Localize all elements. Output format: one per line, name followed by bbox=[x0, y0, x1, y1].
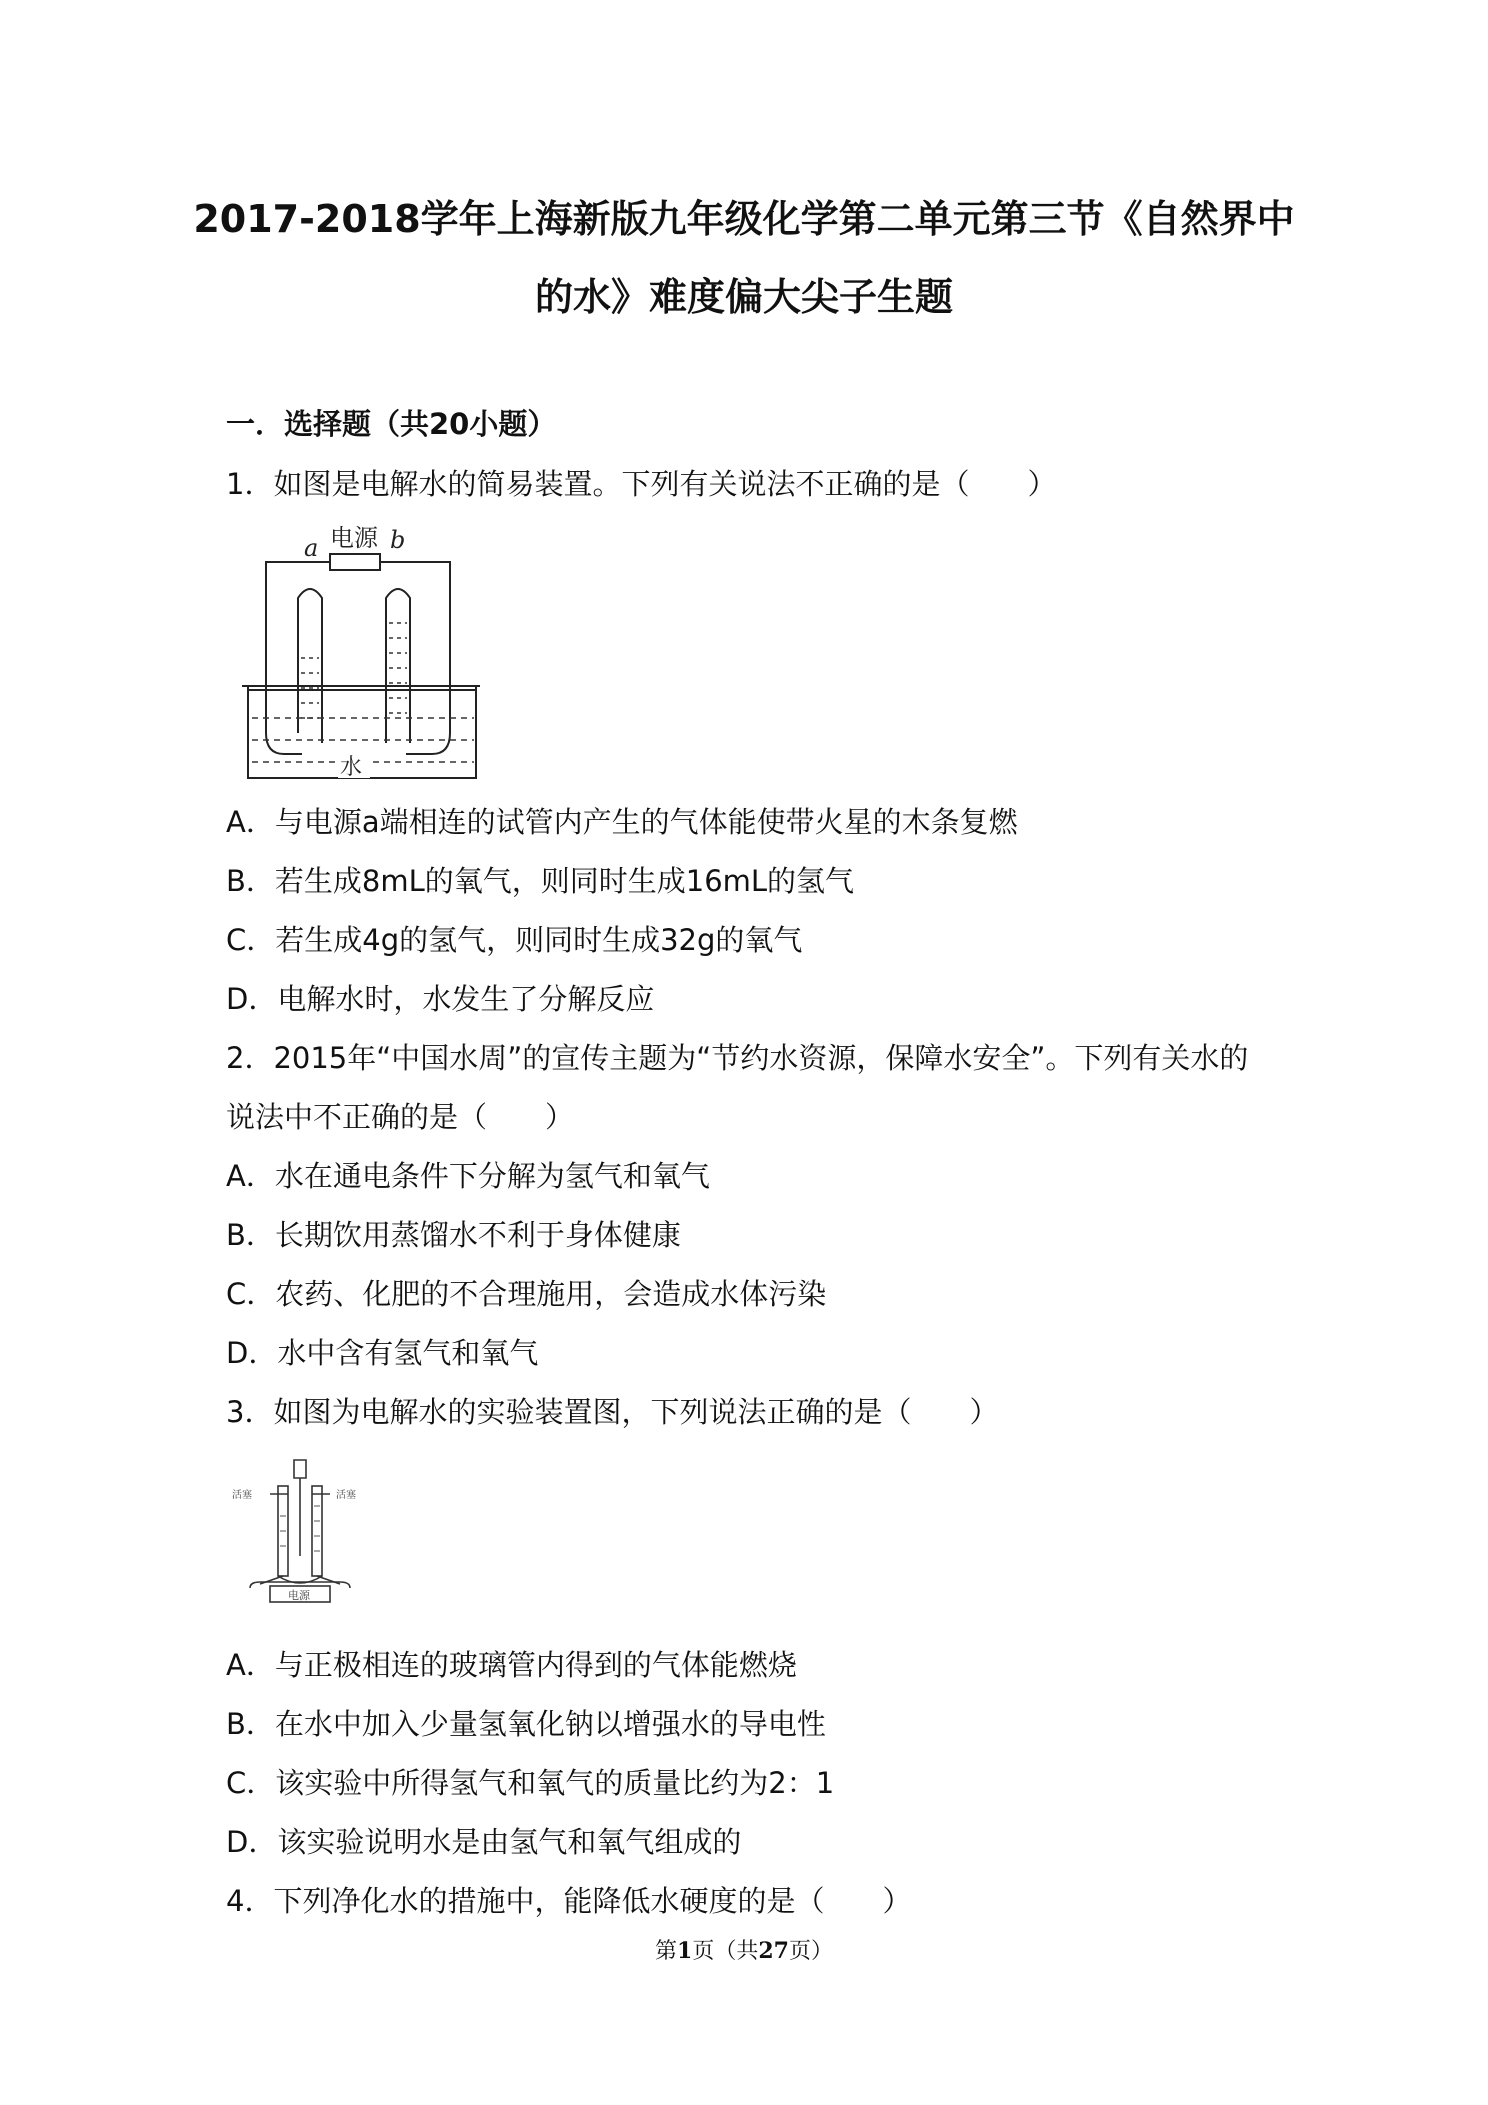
footer-page-number: 1 bbox=[677, 1938, 693, 1964]
footer-suffix: 页） bbox=[788, 1939, 833, 1964]
electrolysis-apparatus-figure bbox=[238, 518, 484, 784]
question-2-option-a: A．水在通电条件下分解为氢气和氧气 bbox=[226, 1159, 710, 1193]
figure-1-terminal-a-label: a bbox=[304, 534, 319, 562]
figure-1-terminal-b-label: b bbox=[390, 526, 406, 554]
footer-total-pages: 27 bbox=[758, 1938, 789, 1964]
figure-3-left-stopcock-label: 活塞 bbox=[232, 1490, 252, 1501]
electrolysis-u-tube-figure bbox=[230, 1456, 370, 1606]
question-1-option-b: B．若生成8mL的氧气，则同时生成16mL的氢气 bbox=[226, 864, 855, 898]
question-3-option-a: A．与正极相连的玻璃管内得到的气体能燃烧 bbox=[226, 1648, 797, 1682]
question-3-option-b: B．在水中加入少量氢氧化钠以增强水的导电性 bbox=[226, 1707, 826, 1741]
page-footer bbox=[0, 1934, 1488, 1965]
title-line-1: 2017-2018学年上海新版九年级化学第二单元第三节《自然界中 bbox=[193, 197, 1295, 241]
question-2-option-c: C．农药、化肥的不合理施用，会造成水体污染 bbox=[226, 1277, 827, 1311]
footer-prefix: 第 bbox=[655, 1939, 678, 1964]
figure-3-power-label: 电源 bbox=[288, 1589, 310, 1602]
footer-middle: 页（共 bbox=[692, 1939, 759, 1964]
document-title bbox=[150, 180, 1338, 336]
figure-1-power-label: 电源 bbox=[330, 524, 378, 552]
question-1-stem: 1．如图是电解水的简易装置。下列有关说法不正确的是（ ） bbox=[226, 467, 1057, 501]
question-1-option-d: D．电解水时，水发生了分解反应 bbox=[226, 982, 655, 1016]
section-heading: 一．选择题（共20小题） bbox=[226, 407, 557, 441]
question-2-option-d: D．水中含有氢气和氧气 bbox=[226, 1336, 539, 1370]
question-1-option-c: C．若生成4g的氢气，则同时生成32g的氧气 bbox=[226, 923, 803, 957]
question-1-option-a: A．与电源a端相连的试管内产生的气体能使带火星的木条复燃 bbox=[226, 805, 1018, 839]
question-2-stem-line-1: 2．2015年“中国水周”的宣传主题为“节约水资源，保障水安全”。下列有关水的 bbox=[226, 1041, 1249, 1075]
question-3-stem: 3．如图为电解水的实验装置图，下列说法正确的是（ ） bbox=[226, 1395, 999, 1429]
title-line-2: 的水》难度偏大尖子生题 bbox=[534, 275, 953, 319]
question-4-stem: 4．下列净化水的措施中，能降低水硬度的是（ ） bbox=[226, 1884, 912, 1918]
figure-3-right-stopcock-label: 活塞 bbox=[336, 1490, 356, 1501]
question-3-option-c: C．该实验中所得氢气和氧气的质量比约为2：1 bbox=[226, 1766, 835, 1800]
question-2-option-b: B．长期饮用蒸馏水不利于身体健康 bbox=[226, 1218, 681, 1252]
question-2-stem-line-2: 说法中不正确的是（ ） bbox=[226, 1100, 575, 1134]
question-3-option-d: D．该实验说明水是由氢气和氧气组成的 bbox=[226, 1825, 742, 1859]
figure-1-water-label: 水 bbox=[340, 755, 363, 780]
